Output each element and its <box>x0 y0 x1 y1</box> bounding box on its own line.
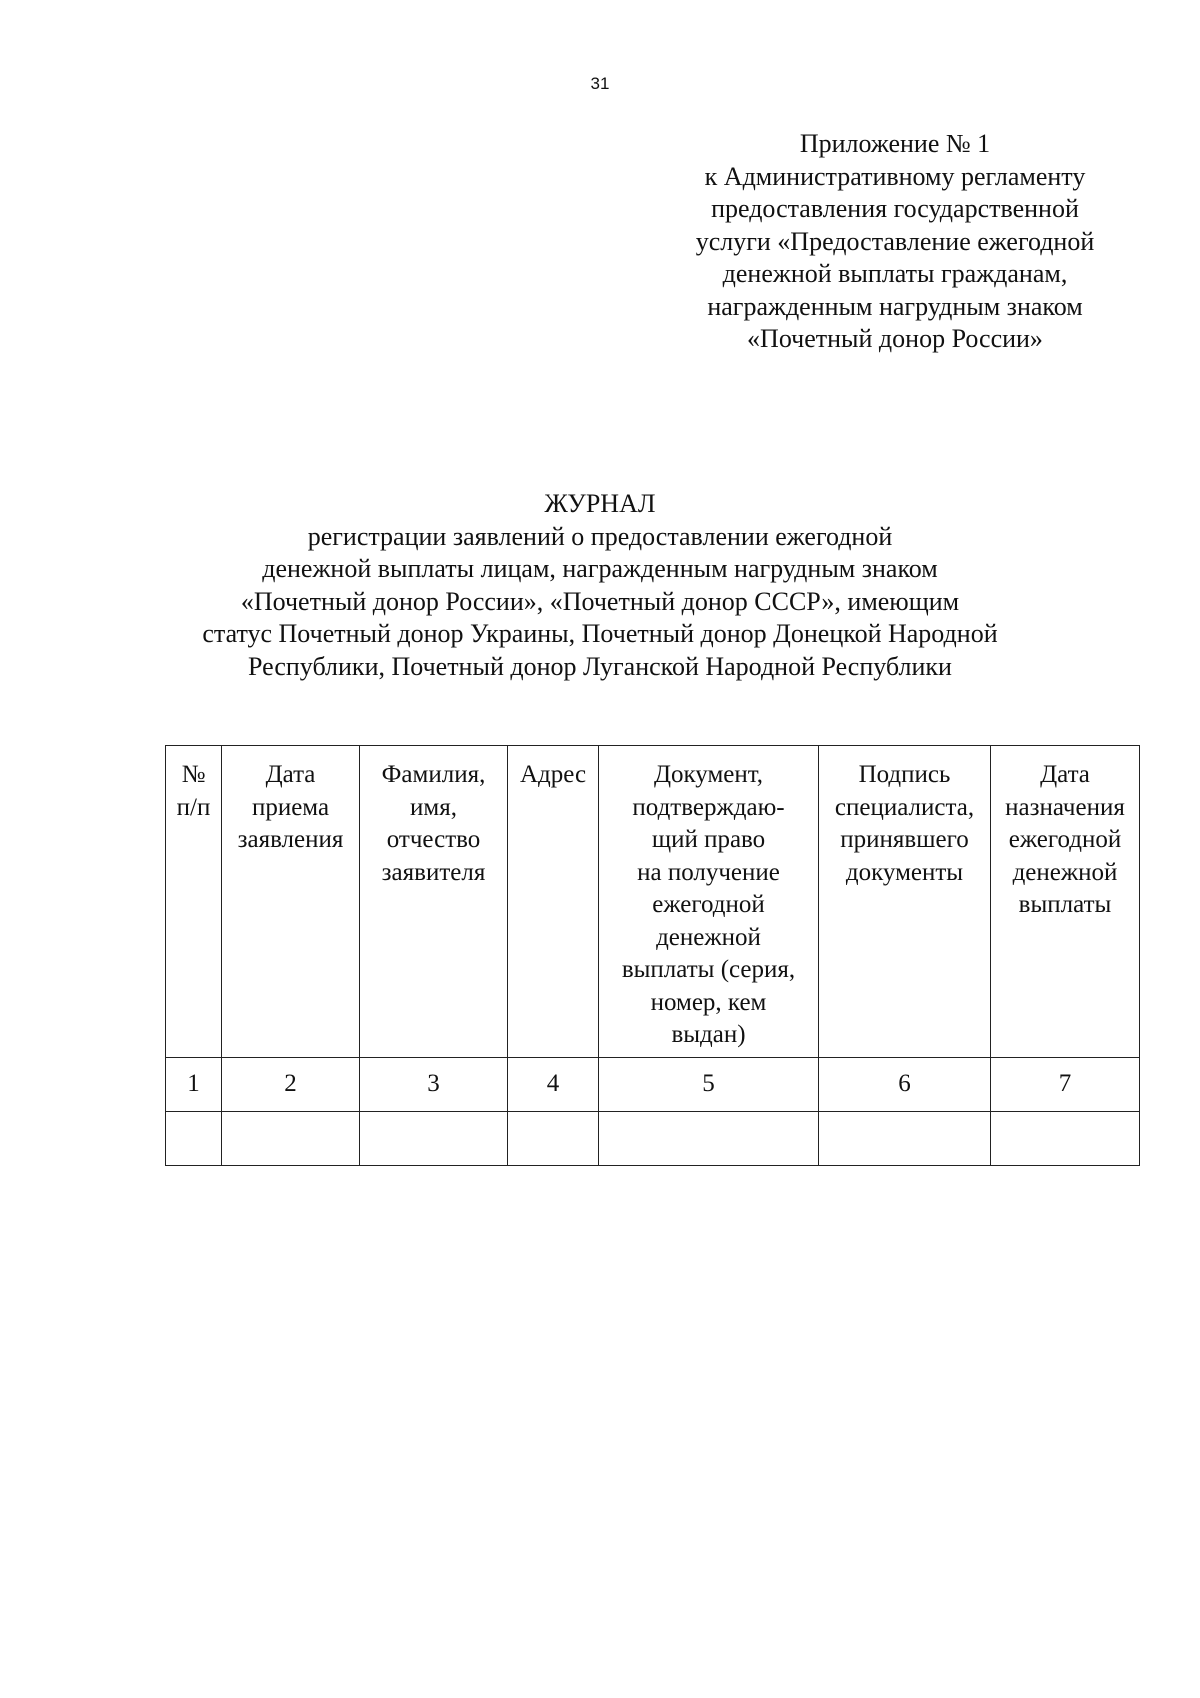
column-header-document <box>599 746 819 1058</box>
table-cell <box>166 1112 222 1166</box>
header-line: документы <box>845 858 964 886</box>
header-line: Фамилия, <box>381 761 486 788</box>
header-line: принявшего <box>840 826 969 853</box>
column-header-payment-date <box>991 746 1140 1058</box>
table-cell <box>360 1112 508 1166</box>
header-line: выплаты <box>1018 891 1112 918</box>
journal-title-block <box>0 488 1200 683</box>
column-number: 5 <box>599 1058 819 1112</box>
appendix-line: к Административному регламенту <box>704 161 1086 191</box>
header-line: выдан) <box>671 1021 746 1048</box>
header-line: выплаты (серия, <box>621 956 796 983</box>
table-cell <box>819 1112 991 1166</box>
appendix-line: «Почетный донор России» <box>747 324 1043 353</box>
journal-subtitle-line: «Почетный донор России», «Почетный донор СССР», имеющим <box>240 586 960 616</box>
column-header-applicant-name <box>360 746 508 1058</box>
journal-subtitle-line: денежной выплаты лицам, награжденным нагрудным знаком <box>262 554 938 583</box>
appendix-line: услуги «Предоставление ежегодной <box>695 226 1095 256</box>
header-line: № <box>181 761 206 788</box>
column-header-application-date <box>222 746 360 1058</box>
header-line: на получение <box>637 858 780 886</box>
table-row <box>166 1112 1140 1166</box>
header-line: специалиста, <box>834 793 975 821</box>
header-line: Адрес <box>519 761 587 788</box>
appendix-line: награжденным нагрудным знаком <box>707 291 1083 321</box>
header-line: Дата <box>1040 761 1090 788</box>
header-line: назначения <box>1005 793 1125 821</box>
journal-subtitle-line: Республики, Почетный донор Луганской Народной Республики <box>248 651 952 681</box>
registration-journal-table <box>165 745 1140 1166</box>
table-cell <box>508 1112 599 1166</box>
header-line: отчество <box>386 826 481 853</box>
column-number: 4 <box>508 1058 599 1112</box>
column-number: 3 <box>360 1058 508 1112</box>
column-number: 6 <box>819 1058 991 1112</box>
table-header-row <box>166 746 1140 1058</box>
table-cell <box>991 1112 1140 1166</box>
table-cell <box>599 1112 819 1166</box>
column-number: 1 <box>166 1058 222 1112</box>
header-line: имя, <box>410 793 457 821</box>
header-line: щий право <box>651 826 766 853</box>
appendix-reference <box>640 128 1150 356</box>
header-line: ежегодной <box>1008 826 1122 853</box>
header-line: заявления <box>237 826 344 853</box>
journal-subtitle-line: статус Почетный донор Украины, Почетный донор Донецкой Народной <box>202 619 998 648</box>
column-header-address <box>508 746 599 1058</box>
header-line: заявителя <box>381 858 486 886</box>
header-line: денежной <box>1012 858 1118 886</box>
column-number: 2 <box>222 1058 360 1112</box>
column-number-row <box>166 1058 1140 1112</box>
column-number: 7 <box>991 1058 1140 1112</box>
page-number: 31 <box>590 74 610 93</box>
journal-subtitle-line: регистрации заявлений о предоставлении ежегодной <box>307 521 893 551</box>
header-line: Подпись <box>858 761 951 788</box>
header-line: подтверждаю- <box>632 793 785 821</box>
appendix-line: Приложение № 1 <box>799 129 991 158</box>
table-cell <box>222 1112 360 1166</box>
header-line: денежной <box>656 923 761 951</box>
appendix-line: денежной выплаты гражданам, <box>722 259 1068 288</box>
header-line: Дата <box>265 761 316 788</box>
header-line: ежегодной <box>652 891 765 918</box>
header-line: п/п <box>176 793 211 821</box>
journal-heading: ЖУРНАЛ <box>544 489 656 518</box>
column-header-specialist-signature <box>819 746 991 1058</box>
header-line: номер, кем <box>650 988 767 1016</box>
appendix-line: предоставления государственной <box>711 194 1079 223</box>
header-line: Документ, <box>653 761 764 788</box>
column-header-number <box>166 746 222 1058</box>
header-line: приема <box>251 793 330 821</box>
